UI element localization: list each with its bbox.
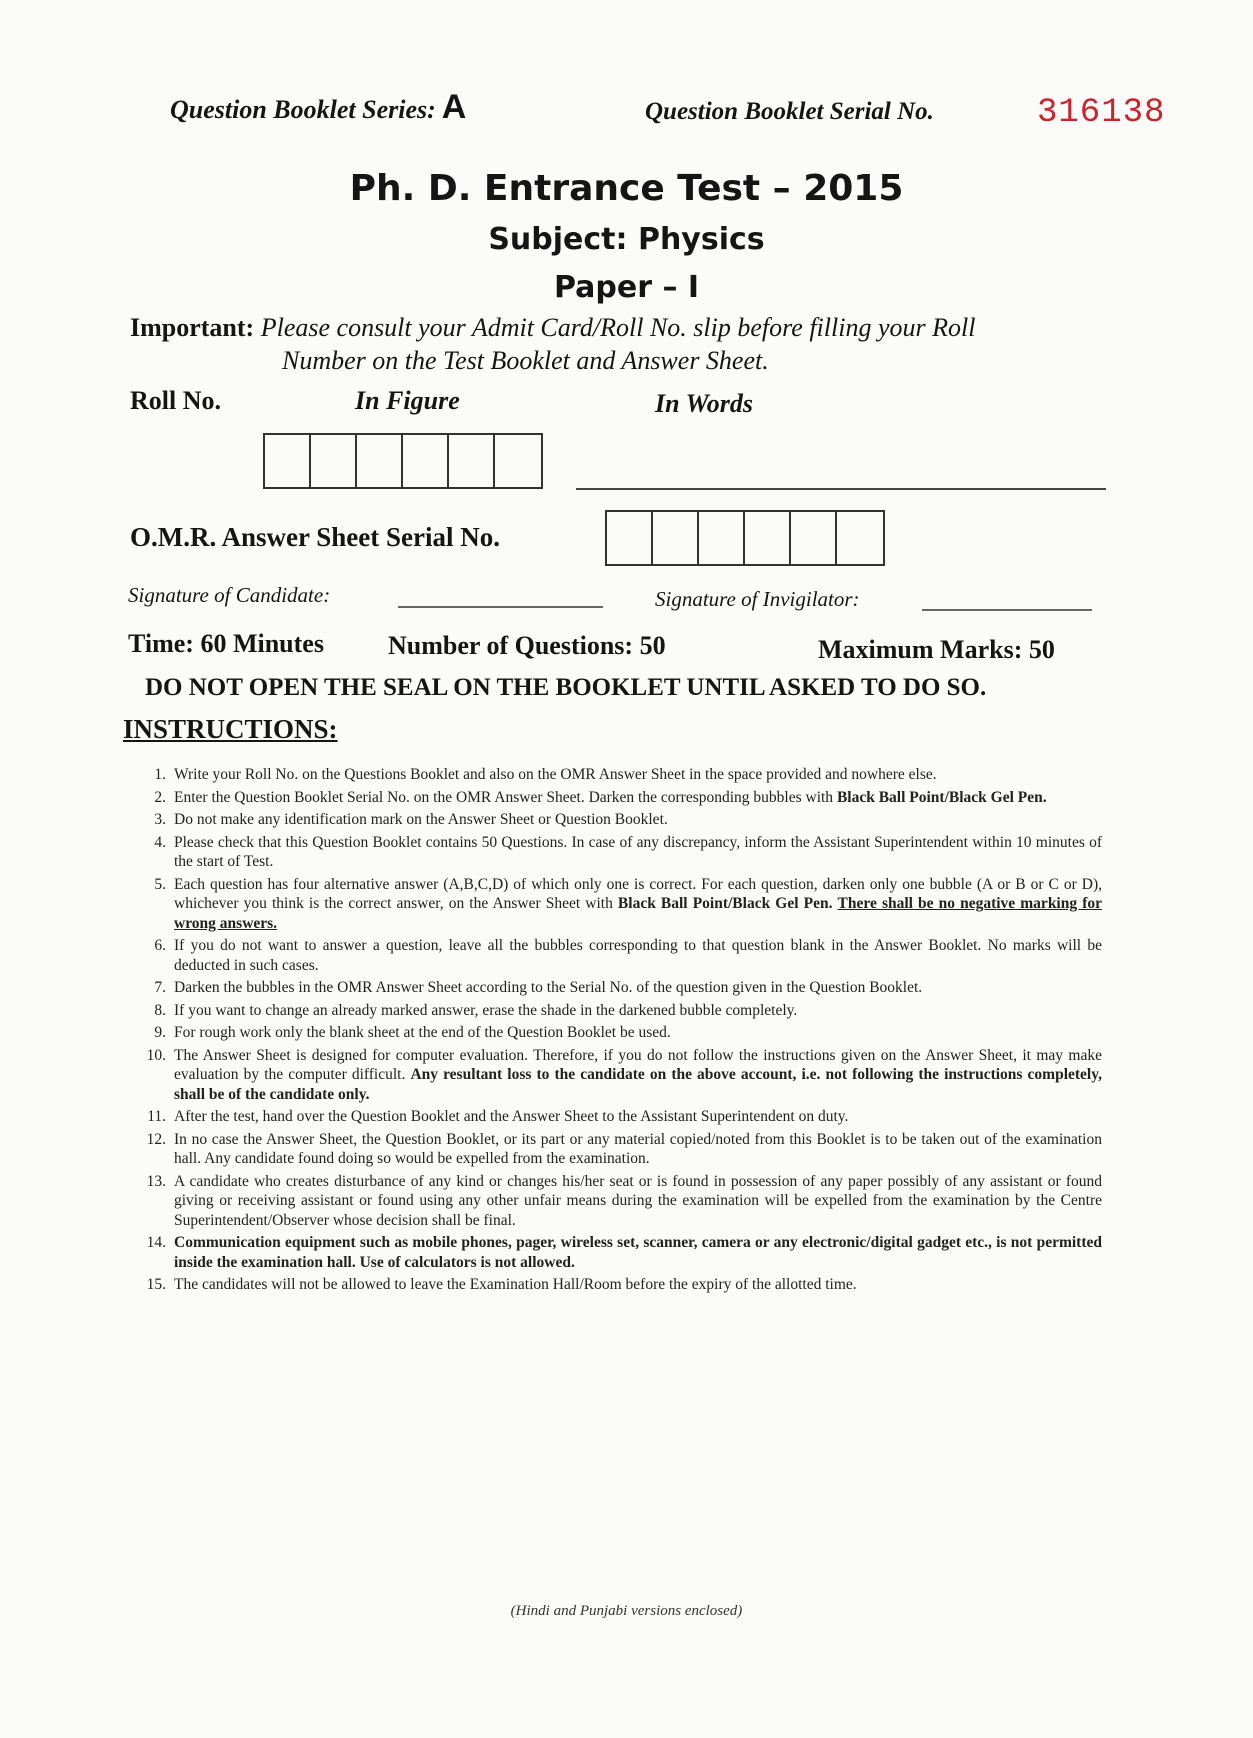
instruction-number: 13. [146,1172,166,1190]
invigilator-signature-line[interactable] [922,609,1092,611]
instruction-item [140,1023,1102,1043]
booklet-serial-number: 316138 [1037,94,1166,132]
questions-info: Number of Questions: 50 [388,631,666,660]
instruction-item [140,788,1102,808]
instruction-item [140,1275,1102,1295]
instruction-item [140,1046,1102,1105]
instruction-text [174,1107,1102,1127]
instruction-text [174,788,1102,808]
omr-digit-box[interactable] [745,512,791,564]
instruction-text-bold: Any resultant loss to the candidate on the above account, i.e. not following the instructions completely, shall be of the candidate only. [174,1066,1102,1103]
important-note [130,310,1130,346]
instruction-text-pre: After the test, hand over the Question Booklet and the Answer Sheet to the Assistant Superintendent on duty. [174,1108,849,1125]
footer-note: (Hindi and Punjabi versions enclosed) [510,1603,743,1619]
instruction-number: 5. [154,875,166,893]
instruction-text-pre: A candidate who creates disturbance of any kind or changes his/her seat or is found in possession of any paper possibly of any assistant or found giving or receiving assistant or found using any other unfair means during the examination will be expelled from the examination by the Centre Superintendent/Observer whose decision shall be final. [174,1172,1102,1229]
omr-digit-box[interactable] [653,512,699,564]
roll-digit-box[interactable] [403,435,449,487]
instruction-item [140,765,1102,785]
omr-serial-label: O.M.R. Answer Sheet Serial No. [130,522,500,552]
instructions-list [140,765,1102,1298]
instruction-item [140,936,1102,975]
instruction-text-pre: For rough work only the blank sheet at the end of the Question Booklet be used. [174,1024,671,1041]
instruction-item [140,1233,1102,1272]
instructions-heading: INSTRUCTIONS: [123,714,338,744]
instruction-text-bold: Black Ball Point/Black Gel Pen. [617,895,833,912]
candidate-signature-label: Signature of Candidate: [128,583,331,607]
roll-digit-box[interactable] [265,435,311,487]
instruction-text-ul: There shall be no negative marking for wrong answers. [174,895,1102,932]
instruction-item [140,1001,1102,1021]
instruction-text [174,1172,1102,1231]
instruction-number: 15. [146,1276,166,1293]
roll-digit-box[interactable] [449,435,495,487]
instruction-text [174,833,1102,872]
omr-digit-box[interactable] [699,512,745,564]
instruction-number: 1. [154,766,166,783]
omr-serial-boxes[interactable] [605,510,885,566]
in-words-label: In Words [655,389,754,418]
roll-digit-box[interactable] [311,435,357,487]
instruction-item [140,833,1102,872]
instruction-number: 8. [154,1001,166,1019]
roll-no-boxes[interactable] [263,433,543,489]
instruction-text [174,1023,1102,1043]
instruction-item [140,810,1102,830]
seal-warning: DO NOT OPEN THE SEAL ON THE BOOKLET UNTIL ASKED TO DO SO. [145,674,987,701]
roll-in-words-line[interactable] [576,488,1106,490]
important-label: Important: [130,313,255,342]
instruction-text-pre: Write your Roll No. on the Questions Booklet and also on the OMR Answer Sheet in the space provided and nowhere else. [174,766,937,783]
instruction-number: 7. [154,979,166,996]
instruction-text [174,875,1102,934]
instruction-item [140,1172,1102,1231]
marks-info: Maximum Marks: 50 [818,635,1055,664]
paper-title: Paper – I [553,270,700,305]
test-title: Ph. D. Entrance Test – 2015 [349,168,904,209]
instruction-text-bold: Black Ball Point/Black Gel Pen. [836,788,1047,806]
instruction-text [174,810,1102,830]
instruction-number: 11. [147,1108,166,1125]
instruction-text-pre: The candidates will not be allowed to leave the Examination Hall/Room before the expiry of the allotted time. [174,1276,857,1293]
instruction-text-pre: Enter the Question Booklet Serial No. on the OMR Answer Sheet. Darken the corresponding bubbles with [174,788,837,806]
booklet-series-letter: A [441,88,467,126]
invigilator-signature-label: Signature of Invigilator: [655,587,860,611]
instruction-number: 14. [146,1234,166,1251]
instruction-item [140,1130,1102,1169]
instruction-text [174,1275,1102,1295]
booklet-serial-label: Question Booklet Serial No. [645,98,934,125]
instruction-text [174,1130,1102,1169]
instruction-text-bold: Communication equipment such as mobile phones, pager, wireless set, scanner, camera or any electronic/digital gadget etc., is not permitted inside the examination hall. Use of calculators is not allowed. [174,1234,1102,1271]
roll-no-label: Roll No. [130,386,221,415]
important-line-2: Number on the Test Booklet and Answer Sheet. [282,346,769,375]
instruction-text [174,1046,1102,1105]
roll-digit-box[interactable] [495,435,541,487]
instruction-number: 12. [146,1130,166,1148]
instruction-number: 2. [154,788,166,806]
subject-title: Subject: Physics [488,222,765,257]
important-line-1: Please consult your Admit Card/Roll No. slip before filling your Roll [260,313,976,342]
instruction-number: 9. [154,1024,166,1041]
instruction-text-pre: Do not make any identification mark on the Answer Sheet or Question Booklet. [174,811,668,828]
instruction-number: 10. [146,1046,166,1064]
omr-digit-box[interactable] [791,512,837,564]
instruction-text-pre: If you want to change an already marked answer, erase the shade in the darkened bubble completely. [174,1001,798,1019]
instruction-number: 3. [154,811,166,828]
instruction-text [174,1001,1102,1021]
instruction-text-pre: Please check that this Question Booklet contains 50 Questions. In case of any discrepancy, inform the Assistant Superintendent within 10 minutes of the start of Test. [174,833,1102,870]
instruction-text [174,936,1102,975]
instruction-text-pre: Darken the bubbles in the OMR Answer Sheet according to the Serial No. of the question given in the Question Booklet. [174,979,923,996]
instruction-item [140,978,1102,998]
roll-digit-box[interactable] [357,435,403,487]
instruction-item [140,1107,1102,1127]
instruction-text [174,1233,1102,1272]
candidate-signature-line[interactable] [398,606,603,608]
instruction-item [140,875,1102,934]
omr-digit-box[interactable] [607,512,653,564]
booklet-series-label: Question Booklet Series: [170,95,436,124]
booklet-series [170,88,466,127]
instruction-number: 4. [154,833,166,851]
instruction-number: 6. [154,937,166,954]
instruction-text-pre: If you do not want to answer a question, leave all the bubbles corresponding to that question blank in the Answer Booklet. No marks will be deducted in such cases. [174,937,1102,974]
instruction-text-pre: In no case the Answer Sheet, the Question Booklet, or its part or any material copied/noted from this Booklet is to be taken out of the examination hall. Any candidate found doing so would be expelled from the examination. [174,1130,1102,1167]
instruction-text [174,978,1102,998]
instruction-text-pre: The Answer Sheet is designed for computer evaluation. Therefore, if you do not follow the instructions given on the Answer Sheet, it may make evaluation by the computer difficult. [174,1046,1102,1083]
in-figure-label: In Figure [355,386,460,415]
instruction-text-pre: Each question has four alternative answer (A,B,C,D) of which only one is correct. For each question, darken only one bubble (A or B or C or D), whichever you think is the correct answer, on the Answer Sheet with [174,875,1102,912]
omr-digit-box[interactable] [837,512,883,564]
time-info: Time: 60 Minutes [128,629,324,658]
instruction-text [174,765,1102,785]
